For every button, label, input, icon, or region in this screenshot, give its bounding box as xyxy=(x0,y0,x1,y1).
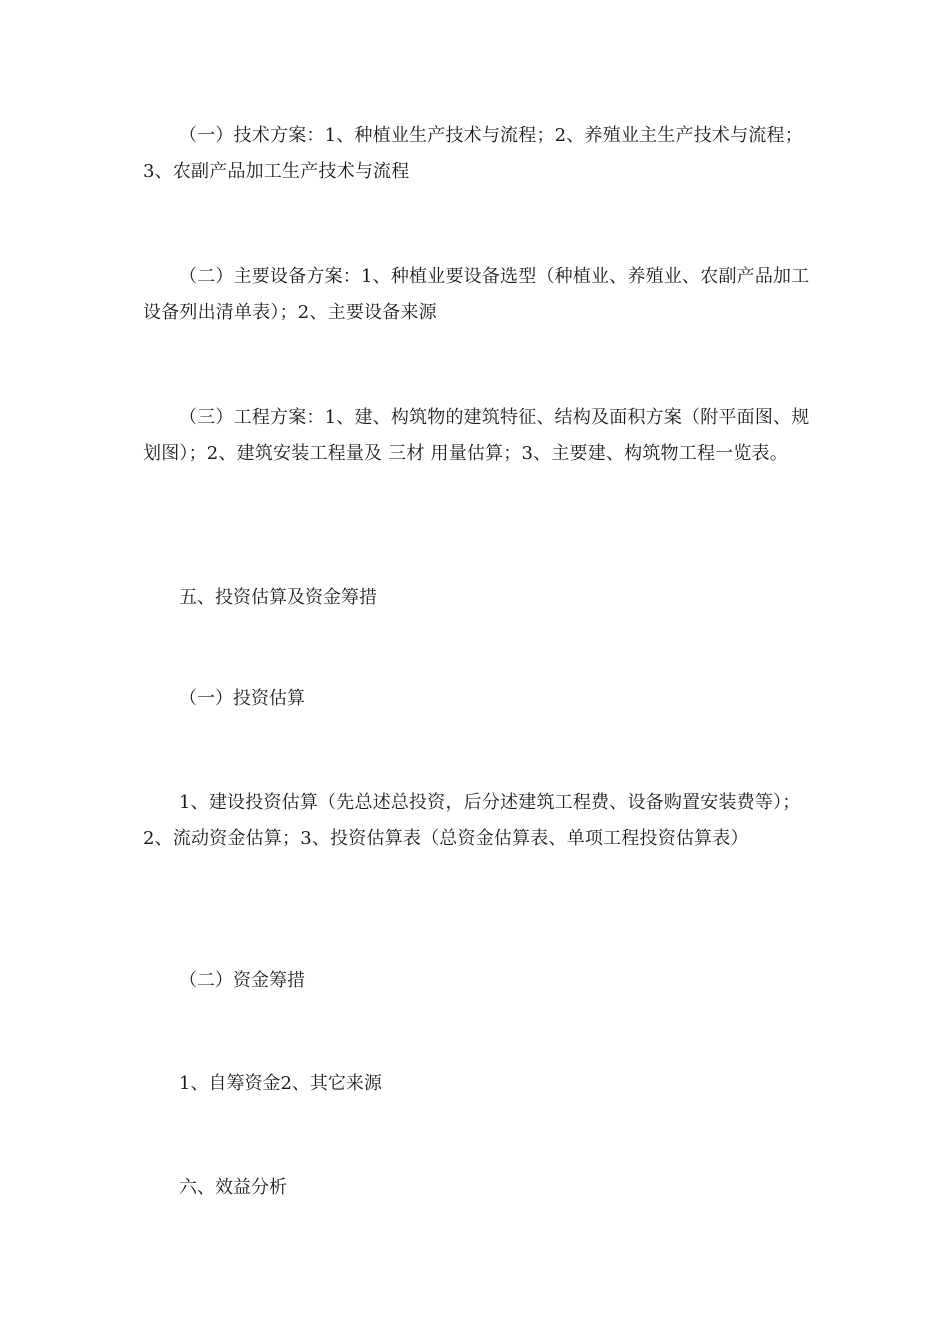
section-5-heading: 五、投资估算及资金筹措 xyxy=(179,587,377,608)
funding-subheading: （二）资金筹措 xyxy=(179,970,305,991)
engineering-plan-paragraph: （三）工程方案：1、建、构筑物的建筑特征、结构及面积方案（附平面图、规划图）；2、建筑安装工程量及 三材 用量估算；3、主要建、构筑物工程一览表。 xyxy=(143,407,810,464)
equipment-plan-paragraph: （二）主要设备方案：1、种植业要设备选型（种植业、养殖业、农副产品加工设备列出清单表）；2、主要设备来源 xyxy=(143,266,810,323)
funding-paragraph: 1、自筹资金2、其它来源 xyxy=(179,1073,382,1094)
technical-plan-paragraph: （一）技术方案：1、种植业生产技术与流程；2、养殖业主生产技术与流程；3、农副产品加工生产技术与流程 xyxy=(143,125,803,182)
investment-estimate-subheading: （一）投资估算 xyxy=(179,688,305,709)
investment-estimate-paragraph: 1、建设投资估算（先总述总投资，后分述建筑工程费、设备购置安装费等）；2、流动资金估算；3、投资估算表（总资金估算表、单项工程投资估算表） xyxy=(143,792,801,849)
section-6-heading: 六、效益分析 xyxy=(179,1177,287,1198)
